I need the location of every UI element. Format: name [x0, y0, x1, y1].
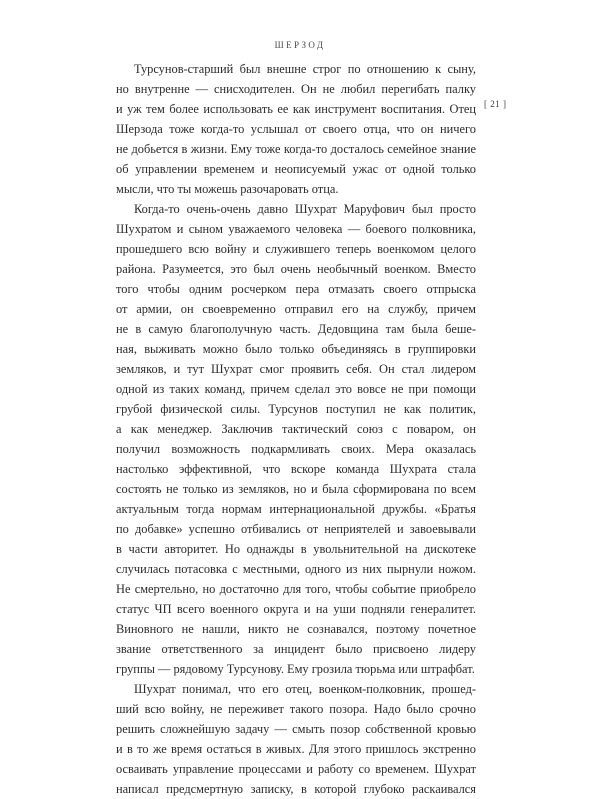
text-line: получил возможность подкармливать своих. Мера оказалась	[116, 442, 476, 456]
text-line: грубой физической силы. Турсунов поступил не как политик,	[116, 402, 476, 416]
text-line: звание ответственного за инцидент было присвоено лидеру	[116, 642, 476, 656]
body-text	[116, 59, 476, 799]
text-line: настолько эффективной, что вскоре команда Шухрата стала	[116, 462, 476, 476]
text-line: от армии, он своевременно отправил его на службу, причем	[116, 302, 476, 316]
paragraph-2	[116, 199, 476, 679]
paragraph-1	[116, 59, 476, 199]
text-line: решить сложнейшую задачу — смыть позор собственной кровью	[116, 722, 476, 736]
text-line: в части авторитет. Но однажды в увольнительной на дискотеке	[116, 542, 476, 556]
text-line: об управлении временем и неописуемый ужас от одной только	[116, 162, 476, 176]
text-line: Виновного не нашли, никто не сознавался, поэтому почетное	[116, 622, 476, 636]
paragraph-3	[116, 679, 476, 799]
text-line: актуальным тогда нормам интернациональной дружбы. «Братья	[116, 502, 476, 516]
text-line: и в то же время остаться в живых. Для этого пришлось экстренно	[116, 742, 476, 756]
text-line: не добьется в жизни. Ему тоже когда-то досталось семейное знание	[116, 142, 476, 156]
text-line: Когда-то очень-очень давно Шухрат Маруфович был просто	[134, 202, 476, 216]
text-line: случилась потасовка с местными, одного из них пырнули ножом.	[116, 562, 476, 576]
page-number: [ 21 ]	[484, 99, 507, 109]
text-line: земляков, и тут Шухрат смог проявить себя. Он стал лидером	[116, 362, 476, 376]
text-line: Шерзода тоже когда-то услышал от своего отца, что он ничего	[116, 122, 476, 136]
text-line: статус ЧП всего военного округа и на уши подняли генералитет.	[116, 602, 476, 616]
text-line: осваивать управление процессами и работу со временем. Шухрат	[116, 762, 476, 776]
running-head: ШЕРЗОД	[274, 40, 326, 50]
text-line: по добавке» успешно отбивались от неприятелей и завоевывали	[116, 522, 476, 536]
text-line: написал предсмертную записку, в которой глубоко раскаивался	[116, 782, 476, 796]
text-line: но внутренне — снисходителен. Он не любил перегибать палку	[116, 82, 476, 96]
text-line: прошедшего всю войну и служившего теперь военкомом целого	[116, 242, 476, 256]
text-line: не в самую благополучную часть. Дедовщина там была беше-	[116, 322, 476, 336]
text-line: состоять не только из земляков, но и была сформирована по всем	[116, 482, 476, 496]
text-line: а как менеджер. Заключив тактический союз с поваром, он	[116, 422, 476, 436]
text-line: и уж тем более использовать ее как инструмент воспитания. Отец	[116, 102, 476, 116]
text-line: района. Разумеется, это был очень необычный военком. Вместо	[116, 262, 476, 276]
text-line: Шухратом и сыном уважаемого человека — боевого полковника,	[116, 222, 476, 236]
text-line: Турсунов-старший был внешне строг по отношению к сыну,	[134, 62, 476, 76]
text-line: одной из таких команд, причем сделал это вовсе не при помощи	[116, 382, 476, 396]
text-line: мысли, что ты можешь разочаровать отца.	[116, 182, 339, 196]
text-line: Шухрат понимал, что его отец, военком-полковник, прошед-	[134, 682, 476, 696]
text-line: Не смертельно, но достаточно для того, чтобы событие приобрело	[116, 582, 476, 596]
text-line: ная, выживать можно было только объединяясь в группировки	[116, 342, 476, 356]
text-line: группы — рядовому Турсунову. Ему грозила тюрьма или штрафбат.	[116, 662, 475, 676]
text-line: ший всю войну, не переживет такого позора. Надо было срочно	[116, 702, 476, 716]
text-line: того чтобы одним росчерком пера отмазать своего отпрыска	[116, 282, 476, 296]
